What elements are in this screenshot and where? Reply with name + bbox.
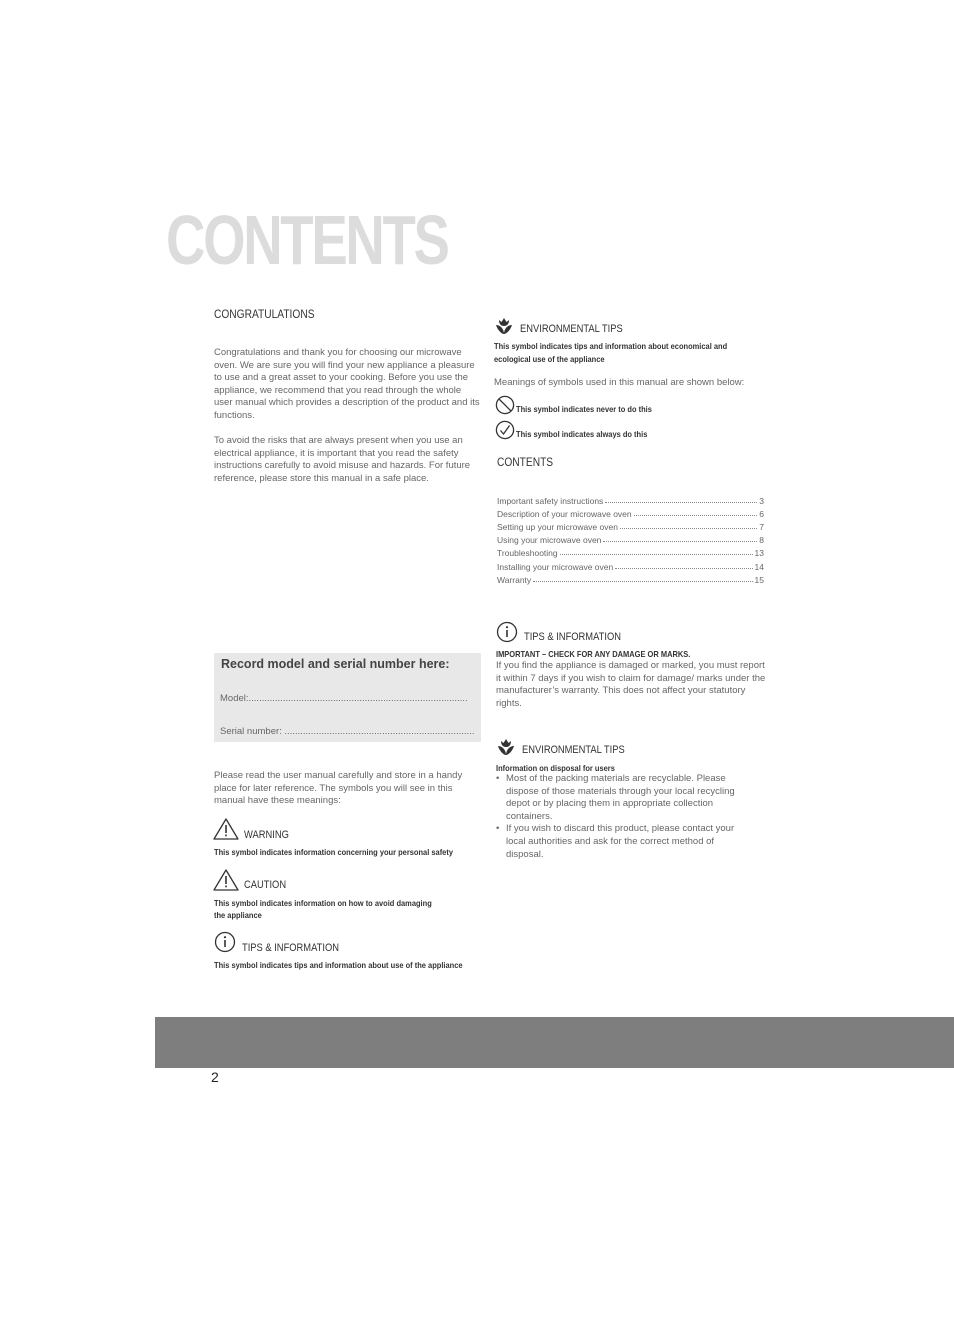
list-item: • Most of the packing materials are recyclable. Please dispose of those materials through your local recycling depot or by placing them in appropriate collection containers. [496,773,746,823]
tips-information-heading: TIPS & INFORMATION [524,631,621,643]
info-icon [496,621,518,643]
warning-triangle-icon [213,818,239,840]
info-icon [214,931,236,953]
toc-entry-page: 7 [759,522,764,532]
footer-band [155,1017,954,1068]
symbol-meanings-text: Meanings of symbols used in this manual are shown below: [494,377,745,388]
toc-entry-page: 6 [759,509,764,519]
toc-entry-label: Warranty [497,575,532,585]
toc-leader [603,535,757,542]
tips-heading: TIPS & INFORMATION [242,942,339,954]
toc-entry-label: Installing your microwave oven [497,562,614,572]
tips-paragraph: If you find the appliance is damaged or marked, you must report it within 7 days if you wish to claim for damage/ marks under the manufacturer’s warranty. This does not affect your statutory rights. [496,660,766,709]
disposal-list [496,773,746,861]
toc-entry[interactable] [497,575,764,585]
toc-leader [560,548,753,555]
toc-entry[interactable] [497,548,764,558]
toc-entry[interactable] [497,562,764,572]
warning-description: This symbol indicates information concerning your personal safety [214,847,454,857]
environmental-tips-heading: ENVIRONMENTAL TIPS [520,323,623,335]
toc-entry-label: Setting up your microwave oven [497,522,618,532]
contents-heading: CONTENTS [497,455,554,469]
read-manual-paragraph: Please read the user manual carefully and store in a handy place for later reference. The symbols you will see in this manual have these meanings: [214,770,463,807]
tips-description: This symbol indicates tips and information about use of the appliance [214,960,463,970]
never-description: This symbol indicates never to do this [516,404,652,414]
flower-environment-icon [496,736,516,756]
toc-leader [605,496,757,503]
serial-number-field: Serial number: ........................................................................ [220,726,474,737]
warning-heading: WARNING [244,829,289,841]
toc-entry-page: 15 [754,575,764,585]
toc-entry-page: 13 [754,548,764,558]
toc-entry-page: 14 [754,562,764,572]
toc-leader [533,575,752,582]
list-item: • If you wish to discard this product, please contact your local authorities and ask for the correct method of disposal. [496,823,746,861]
toc-leader [620,522,757,529]
congratulations-heading: CONGRATULATIONS [214,307,315,321]
never-icon [495,395,515,415]
disposal-subheading: Information on disposal for users [496,763,615,773]
environmental-tips-heading-2: ENVIRONMENTAL TIPS [522,744,625,756]
toc-entry-page: 3 [759,496,764,506]
flower-environment-icon [494,315,514,335]
toc-entry-label: Important safety instructions [497,496,604,506]
model-field: Model:................................................................................... [220,693,468,704]
caution-triangle-icon [213,869,239,891]
always-description: This symbol indicates always do this [516,429,648,439]
page-number: 2 [211,1069,219,1085]
page-title: CONTENTS [166,201,448,279]
toc-entry-label: Using your microwave oven [497,535,602,545]
caution-heading: CAUTION [244,879,287,891]
toc-entry-label: Troubleshooting [497,548,558,558]
toc-entry-label: Description of your microwave oven [497,509,632,519]
environmental-description-line-2: ecological use of the appliance [494,354,605,364]
record-box-title: Record model and serial number here: [221,657,450,671]
toc-entry[interactable] [497,509,764,519]
toc-leader [615,562,752,569]
toc-entry[interactable] [497,522,764,532]
toc-entry[interactable] [497,535,764,545]
caution-description-line-1: This symbol indicates information on how to avoid damaging [214,898,432,908]
congratulations-paragraph-1: Congratulations and thank you for choosing our microwave oven. We are sure you will find your new appliance a pleasure to use and a great asset to your cooking. Before you use the appliance, we recommend that you read through the whole user manual which provides a description of the product and its functions. [214,347,480,421]
toc-entry-page: 8 [759,535,764,545]
toc-entry[interactable] [497,496,764,506]
congratulations-paragraph-2: To avoid the risks that are always present when you use an electrical appliance, it is important that you read the safety instructions carefully to avoid misuse and hazards. For future reference, please store this manual in a safe place. [214,435,471,484]
caution-description-line-2: the appliance [214,910,262,920]
tips-important-line: IMPORTANT – CHECK FOR ANY DAMAGE OR MARKS. [496,649,691,659]
environmental-description-line-1: This symbol indicates tips and information about economical and [494,341,728,351]
toc-leader [634,509,758,516]
always-check-icon [495,420,515,440]
